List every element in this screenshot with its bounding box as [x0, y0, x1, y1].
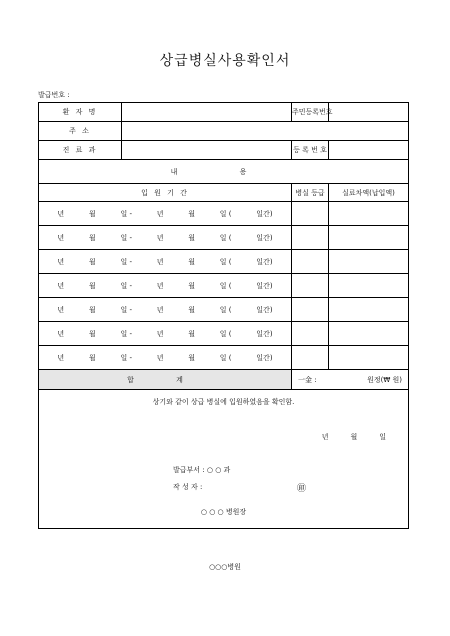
- days-label: 일간): [256, 281, 273, 290]
- period-row: [39, 274, 409, 298]
- patient-name-field[interactable]: [122, 103, 292, 122]
- content-header: [39, 160, 409, 184]
- cost-difference-cell[interactable]: [329, 274, 409, 298]
- room-grade-column-header: 병실 등급: [292, 184, 329, 202]
- year-label: 년: [57, 281, 65, 290]
- day-paren-label: 일 (: [219, 329, 232, 338]
- department-label: 진 료 과: [39, 141, 122, 160]
- day-dash-label: 일 -: [120, 305, 132, 314]
- hospital-name: ○○○병원: [209, 563, 241, 571]
- confirmation-form: [38, 102, 409, 529]
- day-paren-label: 일 (: [219, 353, 232, 362]
- cost-difference-cell[interactable]: [329, 250, 409, 274]
- cost-difference-cell[interactable]: [329, 202, 409, 226]
- month-label: 월: [88, 233, 96, 242]
- writer-label: 작 성 자 :: [173, 483, 203, 491]
- room-grade-cell[interactable]: [292, 250, 329, 274]
- period-row: [39, 346, 409, 370]
- year-label: 년: [57, 353, 65, 362]
- year-label: 년: [57, 257, 65, 266]
- issuing-department: 발급부서 : ○ ○ 과: [173, 466, 231, 474]
- period-cell[interactable]: [39, 298, 292, 322]
- month-label: 월: [88, 305, 96, 314]
- period-cell[interactable]: [39, 202, 292, 226]
- days-label: 일간): [256, 353, 273, 362]
- day-dash-label: 일 -: [120, 353, 132, 362]
- issue-number-label: 발급번호 :: [38, 91, 70, 99]
- confirmation-body: [39, 390, 409, 529]
- period-row: [39, 202, 409, 226]
- day-paren-label: 일 (: [219, 305, 232, 314]
- day-dash-label: 일 -: [120, 209, 132, 218]
- hospital-director: ○ ○ ○ 병원장: [200, 508, 247, 516]
- day-dash-label: 일 -: [120, 233, 132, 242]
- period-column-header: 입 원 기 간: [39, 184, 292, 202]
- year-label: 년: [57, 209, 65, 218]
- year-label: 년: [156, 329, 164, 338]
- year-label: 년: [156, 209, 164, 218]
- day-dash-label: 일 -: [120, 281, 132, 290]
- amount-prefix: 一金 :: [298, 375, 317, 384]
- confirmation-statement: 상기와 같이 상급 병실에 입원하였음을 확인함.: [152, 398, 295, 406]
- day-paren-label: 일 (: [219, 281, 232, 290]
- year-label: 년: [156, 233, 164, 242]
- total-label: 합 계: [127, 375, 203, 384]
- year-label: 년: [156, 353, 164, 362]
- room-grade-cell[interactable]: [292, 346, 329, 370]
- year-label: 년: [156, 281, 164, 290]
- days-label: 일간): [256, 329, 273, 338]
- registration-number-label: 등 록 번 호: [292, 141, 329, 160]
- room-grade-cell[interactable]: [292, 202, 329, 226]
- total-amount-cell[interactable]: [292, 370, 409, 390]
- days-label: 일간): [256, 305, 273, 314]
- month-label: 월: [188, 233, 196, 242]
- month-label: 월: [188, 353, 196, 362]
- resident-number-label: 주민등록번호: [292, 103, 329, 122]
- day-dash-label: 일 -: [120, 329, 132, 338]
- day-dash-label: 일 -: [120, 257, 132, 266]
- document-title: 상급병실사용확인서: [159, 53, 291, 69]
- year-label: 년: [156, 305, 164, 314]
- year-label: 년: [57, 329, 65, 338]
- cost-difference-cell[interactable]: [329, 346, 409, 370]
- days-label: 일간): [256, 233, 273, 242]
- year-label: 년: [156, 257, 164, 266]
- period-cell[interactable]: [39, 274, 292, 298]
- period-row: [39, 226, 409, 250]
- cost-difference-column-header: 실료차액(납입액): [329, 184, 409, 202]
- room-grade-cell[interactable]: [292, 298, 329, 322]
- room-grade-cell[interactable]: [292, 274, 329, 298]
- cost-difference-cell[interactable]: [329, 226, 409, 250]
- seal-icon: ㊞: [297, 484, 307, 494]
- cost-difference-cell[interactable]: [329, 322, 409, 346]
- days-label: 일간): [256, 257, 273, 266]
- day-paren-label: 일 (: [219, 257, 232, 266]
- period-cell[interactable]: [39, 226, 292, 250]
- year-label: 년: [57, 305, 65, 314]
- period-row: [39, 250, 409, 274]
- room-grade-cell[interactable]: [292, 226, 329, 250]
- date-month-label: 월: [350, 433, 358, 441]
- date-year-label: 년: [321, 433, 329, 441]
- room-grade-cell[interactable]: [292, 322, 329, 346]
- days-label: 일간): [256, 209, 273, 218]
- month-label: 월: [88, 353, 96, 362]
- month-label: 월: [88, 329, 96, 338]
- month-label: 월: [188, 281, 196, 290]
- period-row: [39, 322, 409, 346]
- period-cell[interactable]: [39, 322, 292, 346]
- resident-number-field[interactable]: [329, 103, 409, 122]
- date-day-label: 일: [379, 433, 387, 441]
- year-label: 년: [57, 233, 65, 242]
- patient-name-label: 환 자 명: [39, 103, 122, 122]
- amount-suffix: 원정(₩ 원): [367, 375, 403, 384]
- address-field[interactable]: [122, 122, 409, 141]
- month-label: 월: [188, 257, 196, 266]
- day-paren-label: 일 (: [219, 209, 232, 218]
- day-paren-label: 일 (: [219, 233, 232, 242]
- address-label: 주 소: [39, 122, 122, 141]
- month-label: 월: [188, 209, 196, 218]
- month-label: 월: [88, 209, 96, 218]
- registration-number-field[interactable]: [329, 141, 409, 160]
- content-label: 내 용: [170, 167, 277, 176]
- total-label-cell: [39, 370, 292, 390]
- period-row: [39, 298, 409, 322]
- period-cell[interactable]: [39, 346, 292, 370]
- period-cell[interactable]: [39, 250, 292, 274]
- month-label: 월: [188, 305, 196, 314]
- month-label: 월: [88, 281, 96, 290]
- month-label: 월: [188, 329, 196, 338]
- month-label: 월: [88, 257, 96, 266]
- issue-date[interactable]: [322, 432, 386, 442]
- cost-difference-cell[interactable]: [329, 298, 409, 322]
- department-field[interactable]: [122, 141, 292, 160]
